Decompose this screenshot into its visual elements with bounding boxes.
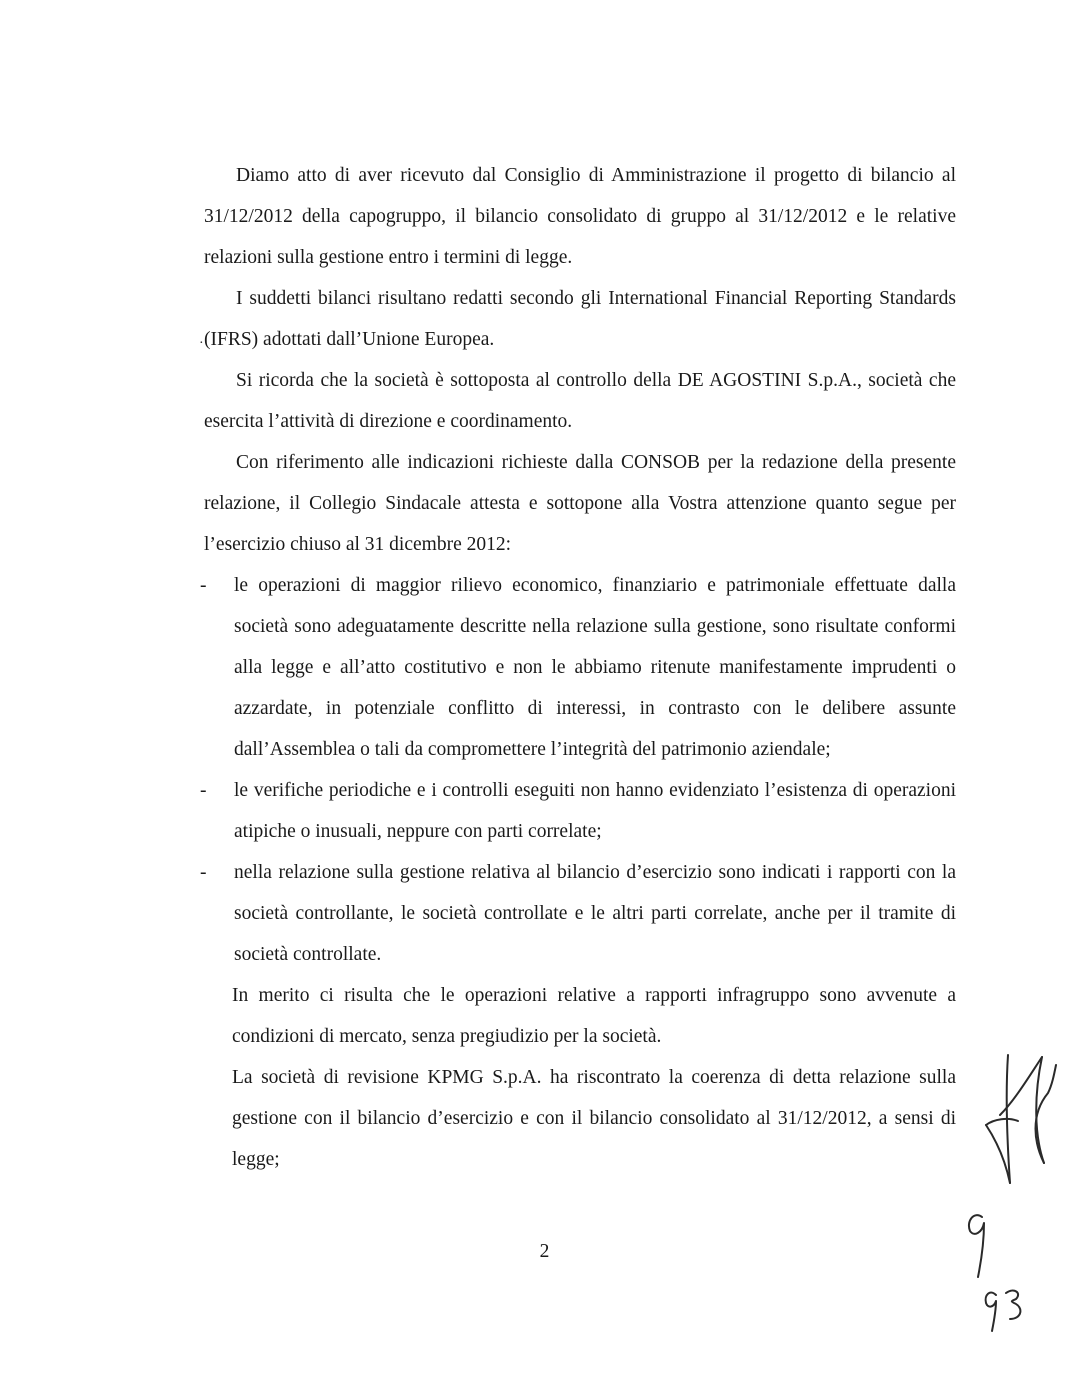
list-item-operations xyxy=(200,565,956,770)
list-item-text: le verifiche periodiche e i controlli eseguiti non hanno evidenziato l’esistenza di operazioni atipiche o inusuali, neppure con parti correlate; xyxy=(234,780,956,842)
list-bullet: - xyxy=(200,780,207,801)
paragraph-kpmg: La società di revisione KPMG S.p.A. ha riscontrato la coerenza di detta relazione sulla gestione con il bilancio d’esercizio e con il bilancio consolidato al 31/12/2012, a sensi di legge; xyxy=(232,1067,956,1170)
list-item-text: nella relazione sulla gestione relativa al bilancio d’esercizio sono indicati i rapporti con la società controllante, le società controllate e le altri parti correlate, anche per il tramite di società controllate. xyxy=(234,862,956,965)
list-bullet: - xyxy=(200,862,207,883)
scan-speck: · xyxy=(199,336,204,351)
paragraph-intragroup: In merito ci risulta che le operazioni relative a rapporti infragruppo sono avvenute a condizioni di mercato, senza pregiudizio per la società. xyxy=(232,985,956,1047)
paragraph-receipt: Diamo atto di aver ricevuto dal Consiglio di Amministrazione il progetto di bilancio al 31/12/2012 della capogruppo, il bilancio consolidato di gruppo al 31/12/2012 e le relative relazioni sulla gestione entro i termini di legge. xyxy=(204,165,956,268)
paragraph-consob: Con riferimento alle indicazioni richieste dalla CONSOB per la redazione della presente relazione, il Collegio Sindacale attesta e sottopone alla Vostra attenzione quanto segue per l’esercizio chiuso al 31 dicembre 2012: xyxy=(204,452,956,555)
list-bullet: - xyxy=(200,575,207,596)
handwritten-signature-icon xyxy=(960,1045,1060,1335)
paragraph-control: Si ricorda che la società è sottoposta al controllo della DE AGOSTINI S.p.A., società che esercita l’attività di direzione e coordinamento. xyxy=(204,370,956,432)
list-item-text: le operazioni di maggior rilievo economico, finanziario e patrimoniale effettuate dalla società sono adeguatamente descritte nella relazione sulla gestione, sono risultate conformi alla legge e all’atto costitutivo e non le abbiamo ritenute manifestamente imprudenti o azzardate, in potenziale conflitto di interessi, in contrasto con le delibere assunte dall’Assemblea o tali da compromettere l’integrità del patrimonio aziendale; xyxy=(234,575,956,760)
paragraph-ifrs: I suddetti bilanci risultano redatti secondo gli International Financial Reporting Standards (IFRS) adottati dall’Unione Europea. xyxy=(204,288,956,350)
document-body xyxy=(200,155,956,1180)
page-number: 2 xyxy=(539,1241,550,1262)
list-item-related-parties xyxy=(200,852,956,975)
list-item-verifications xyxy=(200,770,956,852)
